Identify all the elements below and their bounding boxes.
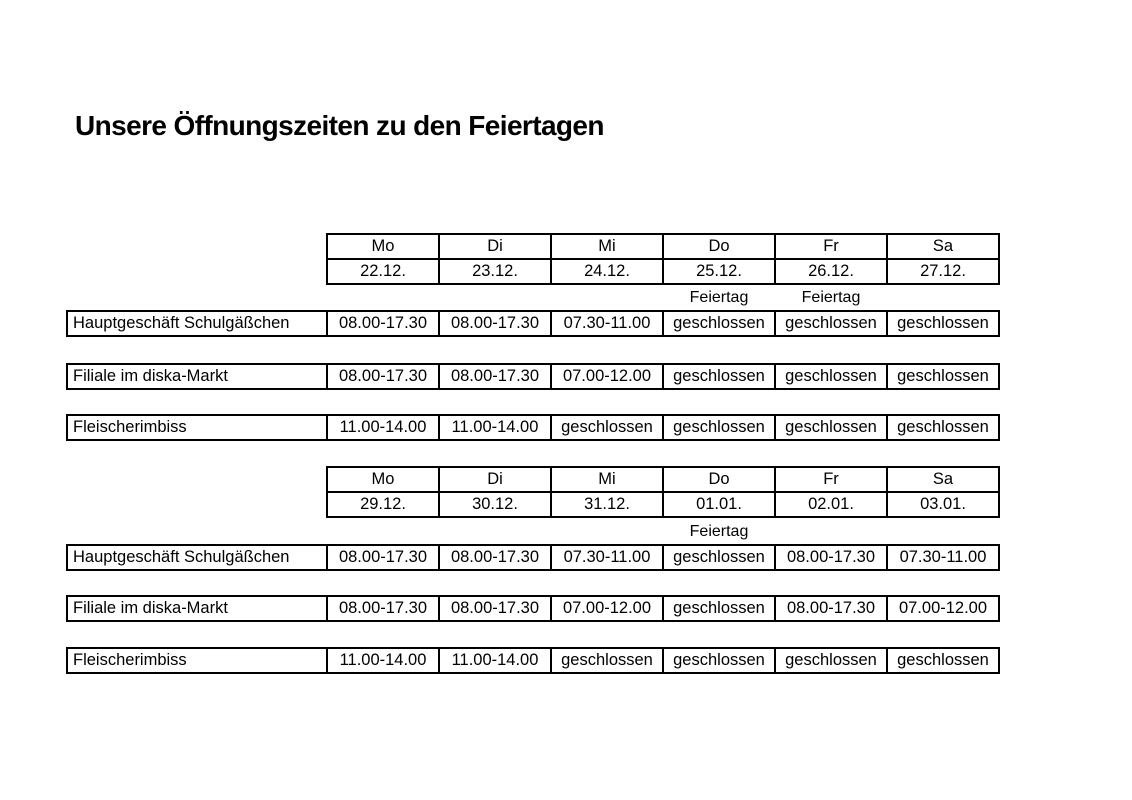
date-cell: 30.12.	[439, 492, 551, 517]
date-cell: 25.12.	[663, 259, 775, 284]
hours-cell: 08.00-17.30	[775, 545, 887, 570]
hours-cell: 11.00-14.00	[327, 648, 439, 673]
hours-cell: geschlossen	[663, 545, 775, 570]
weekday-cell-di: Di	[439, 234, 551, 259]
date-cell: 01.01.	[663, 492, 775, 517]
hours-cell: 08.00-17.30	[327, 596, 439, 621]
hours-cell: 08.00-17.30	[327, 364, 439, 389]
date-cell: 22.12.	[327, 259, 439, 284]
hours-cell: geschlossen	[663, 596, 775, 621]
date-cell: 29.12.	[327, 492, 439, 517]
hours-cell: geschlossen	[663, 311, 775, 336]
date-cell: 31.12.	[551, 492, 663, 517]
week2-row-filiale	[66, 595, 1000, 622]
hours-cell: 08.00-17.30	[775, 596, 887, 621]
location-label: Hauptgeschäft Schulgäßchen	[67, 311, 327, 336]
hours-cell: 08.00-17.30	[439, 364, 551, 389]
weekday-cell-do: Do	[663, 234, 775, 259]
week2-weekday-row	[327, 467, 999, 492]
weekday-cell-sa: Sa	[887, 467, 999, 492]
hours-cell: geschlossen	[775, 648, 887, 673]
week2-row-fleischerimbiss	[66, 647, 1000, 674]
date-cell: 26.12.	[775, 259, 887, 284]
weekday-cell-mo: Mo	[327, 467, 439, 492]
hours-cell: 08.00-17.30	[327, 311, 439, 336]
holiday-note-week1-do: Feiertag	[689, 289, 749, 306]
hours-cell: 08.00-17.30	[439, 596, 551, 621]
hours-cell: geschlossen	[551, 415, 663, 440]
hours-cell: 08.00-17.30	[327, 545, 439, 570]
hours-row	[67, 596, 999, 621]
weekday-cell-mi: Mi	[551, 467, 663, 492]
hours-cell: 11.00-14.00	[439, 648, 551, 673]
hours-cell: 07.30-11.00	[551, 545, 663, 570]
hours-cell: 07.00-12.00	[887, 596, 999, 621]
hours-row	[67, 545, 999, 570]
hours-row	[67, 415, 999, 440]
week1-weekday-row	[327, 234, 999, 259]
hours-cell: geschlossen	[663, 648, 775, 673]
location-label: Fleischerimbiss	[67, 648, 327, 673]
date-cell: 27.12.	[887, 259, 999, 284]
hours-cell: 07.30-11.00	[551, 311, 663, 336]
hours-cell: geschlossen	[887, 364, 999, 389]
holiday-note-week2-do: Feiertag	[689, 523, 749, 540]
hours-cell: geschlossen	[887, 648, 999, 673]
weekday-cell-do: Do	[663, 467, 775, 492]
date-cell: 23.12.	[439, 259, 551, 284]
hours-cell: geschlossen	[663, 364, 775, 389]
hours-cell: geschlossen	[887, 311, 999, 336]
week1-date-row	[327, 259, 999, 284]
date-cell: 24.12.	[551, 259, 663, 284]
weekday-cell-mo: Mo	[327, 234, 439, 259]
hours-cell: geschlossen	[551, 648, 663, 673]
hours-cell: geschlossen	[775, 311, 887, 336]
week2-date-row	[327, 492, 999, 517]
date-cell: 02.01.	[775, 492, 887, 517]
location-label: Fleischerimbiss	[67, 415, 327, 440]
hours-cell: geschlossen	[775, 415, 887, 440]
hours-cell: 07.30-11.00	[887, 545, 999, 570]
week2-header-table	[326, 466, 1000, 518]
week1-row-filiale	[66, 363, 1000, 390]
hours-cell: 07.00-12.00	[551, 596, 663, 621]
hours-cell: 11.00-14.00	[327, 415, 439, 440]
hours-row	[67, 648, 999, 673]
hours-cell: 08.00-17.30	[439, 311, 551, 336]
weekday-cell-sa: Sa	[887, 234, 999, 259]
hours-cell: geschlossen	[663, 415, 775, 440]
hours-cell: geschlossen	[775, 364, 887, 389]
hours-row	[67, 364, 999, 389]
week1-row-hauptgeschaeft	[66, 310, 1000, 337]
holiday-note-week1-fr: Feiertag	[801, 289, 861, 306]
weekday-cell-fr: Fr	[775, 467, 887, 492]
weekday-cell-fr: Fr	[775, 234, 887, 259]
page-title: Unsere Öffnungszeiten zu den Feiertagen	[75, 110, 604, 141]
week1-row-fleischerimbiss	[66, 414, 1000, 441]
hours-cell: geschlossen	[887, 415, 999, 440]
location-label: Filiale im diska-Markt	[67, 364, 327, 389]
date-cell: 03.01.	[887, 492, 999, 517]
week1-header-table	[326, 233, 1000, 285]
week2-row-hauptgeschaeft	[66, 544, 1000, 571]
weekday-cell-di: Di	[439, 467, 551, 492]
location-label: Hauptgeschäft Schulgäßchen	[67, 545, 327, 570]
hours-cell: 08.00-17.30	[439, 545, 551, 570]
location-label: Filiale im diska-Markt	[67, 596, 327, 621]
hours-row	[67, 311, 999, 336]
hours-cell: 11.00-14.00	[439, 415, 551, 440]
weekday-cell-mi: Mi	[551, 234, 663, 259]
hours-cell: 07.00-12.00	[551, 364, 663, 389]
